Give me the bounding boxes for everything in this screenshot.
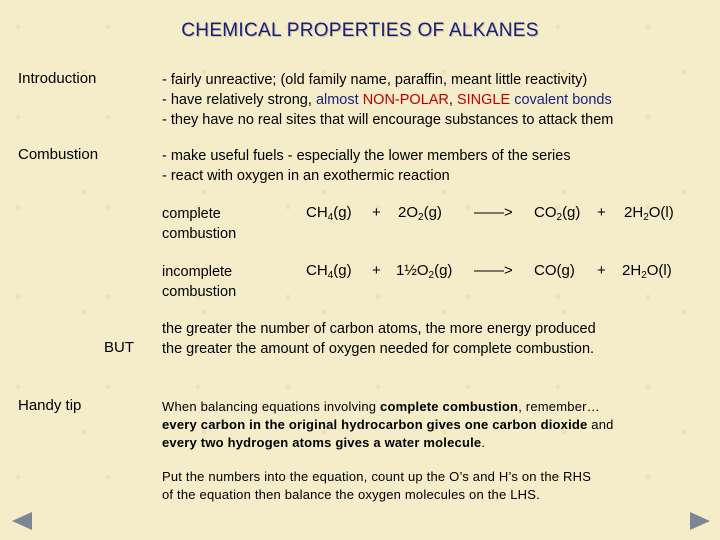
incomplete-reactant-oxygen: $1\frac{1}{2}O_2(g)$ bbox=[396, 262, 453, 281]
complete-combustion-label: complete combustion bbox=[162, 206, 237, 242]
complete-reactant-oxygen: $2O_2(g)$ bbox=[398, 204, 442, 223]
introduction-label: Introduction bbox=[18, 70, 97, 87]
handy-tip-label: Handy tip bbox=[18, 397, 82, 414]
incomplete-product-co: CO(g) bbox=[534, 262, 575, 279]
tip-line-1: When balancing equations involving complete combustion, remember… bbox=[162, 399, 600, 414]
but-label: BUT bbox=[104, 339, 134, 356]
but-line-2: the greater the amount of oxygen needed for complete combustion. bbox=[162, 341, 595, 357]
tip-line-2: every carbon in the original hydrocarbon gives one carbon dioxide and bbox=[162, 417, 614, 432]
complete-product-co2: $CO_2(g)$ bbox=[534, 204, 581, 223]
intro-line-2: - have relatively strong, almost NON-POLAR, SINGLE covalent bonds bbox=[162, 92, 612, 108]
intro-line-3: - they have no real sites that will encourage substances to attack them bbox=[162, 112, 614, 128]
triangle-left-icon[interactable] bbox=[12, 512, 32, 530]
but-text bbox=[162, 319, 712, 359]
incomplete-combustion-label: incomplete combustion bbox=[162, 264, 237, 300]
incomplete-product-water: $2H_2O(l)$ bbox=[622, 262, 672, 281]
incomplete-reactant-methane: $CH_4(g)$ bbox=[306, 262, 352, 281]
incomplete-arrow: ——> bbox=[474, 262, 513, 279]
combustion-text bbox=[162, 146, 712, 186]
complete-plus-1: + bbox=[372, 204, 381, 221]
combustion-line-1: - make useful fuels - especially the lower members of the series bbox=[162, 148, 571, 164]
introduction-text bbox=[162, 70, 712, 130]
triangle-right-icon[interactable] bbox=[690, 512, 710, 530]
complete-reactant-methane: $CH_4(g)$ bbox=[306, 204, 352, 223]
tip-line-5: of the equation then balance the oxygen molecules on the LHS. bbox=[162, 487, 540, 502]
complete-product-water: $2H_2O(l)$ bbox=[624, 204, 674, 223]
intro-line-1: - fairly unreactive; (old family name, paraffin, meant little reactivity) bbox=[162, 72, 588, 88]
tip-line-3: every two hydrogen atoms gives a water molecule. bbox=[162, 435, 486, 450]
but-line-1: the greater the number of carbon atoms, the more energy produced bbox=[162, 321, 596, 337]
handy-tip-text bbox=[162, 398, 702, 504]
incomplete-plus-2: + bbox=[597, 262, 606, 279]
complete-arrow: ——> bbox=[474, 204, 513, 221]
combustion-label: Combustion bbox=[18, 146, 99, 163]
page-title: CHEMICAL PROPERTIES OF ALKANES bbox=[181, 20, 539, 41]
combustion-line-2: - react with oxygen in an exothermic reaction bbox=[162, 168, 450, 184]
incomplete-plus-1: + bbox=[372, 262, 381, 279]
tip-line-4: Put the numbers into the equation, count up the O’s and H’s on the RHS bbox=[162, 469, 592, 484]
complete-plus-2: + bbox=[597, 204, 606, 221]
